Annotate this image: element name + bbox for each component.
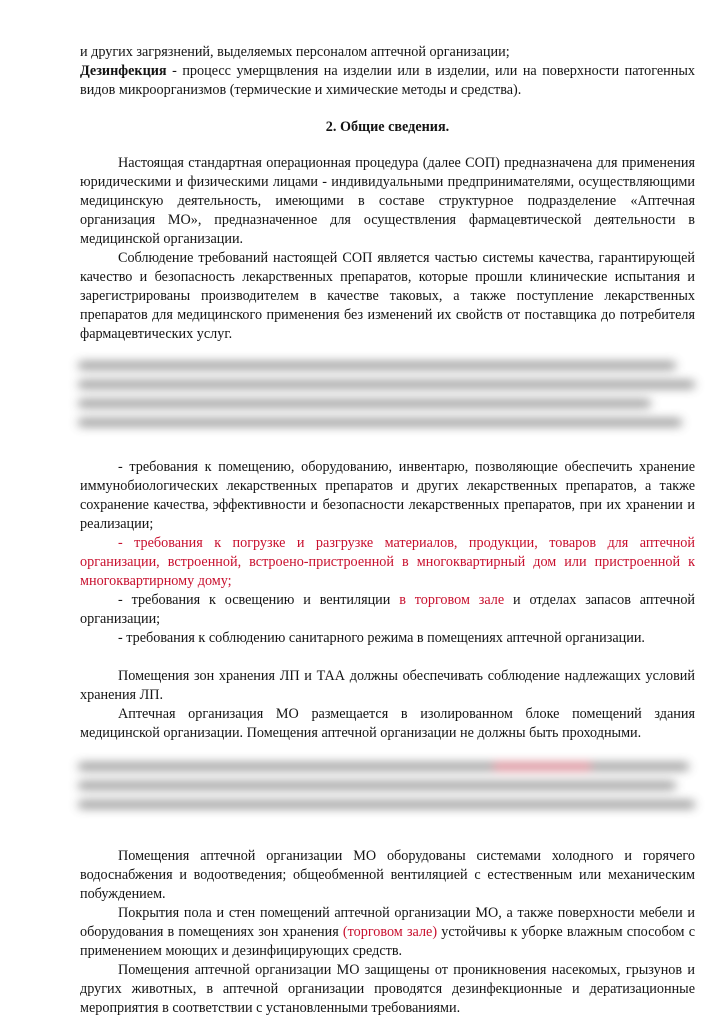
definition-term: Дезинфекция — [80, 63, 167, 79]
highlight-sales-hall-2: (торговом зале) — [342, 924, 438, 940]
paragraph-isolated-block: Аптечная организация МО размещается в изолированном блоке помещений здания медицинской организации. Помещения аптечной организации не должны быть проходными. — [80, 706, 695, 741]
definition-text: - процесс умерщвления на изделии или в изделии, или на поверхности патогенных видов микроорганизмов (термические и химические методы и средства). — [80, 63, 695, 98]
section-title: 2. Общие сведения. — [325, 119, 450, 135]
blurred-text-block — [78, 344, 701, 458]
paragraph-water-ventilation: Помещения аптечной организации МО оборудованы системами холодного и горячего водоснабжения и водоотведения; общеобменной вентиляцией с естественным или механическим побуждением. — [80, 848, 695, 902]
paragraph-pest-protection: Помещения аптечной организации МО защищены от проникновения насекомых, грызунов и других животных, в аптечной организации проводятся дезинфекционные и дератизационные мероприятия в соответствии с установленными требованиями. — [80, 962, 695, 1016]
requirement-item-equipment: - требования к помещению, оборудованию, инвентарю, позволяющие обеспечить хранение иммунобиологических лекарственных препаратов и других лекарственных препаратов, а также сохранение качества, эффективности и безопасности лекарственных препаратов, при их хранении и реализации; — [80, 459, 695, 532]
paragraph-surfaces: Покрытия пола и стен помещений аптечной организации МО, а также поверхности мебели и оборудования в помещениях зон хранения (торговом зале) устойчивы к уборке влажным способом с применением моющих и дезинфицирующих средств. — [80, 905, 695, 959]
paragraph-storage-zones: Помещения зон хранения ЛП и ТАА должны обеспечивать соблюдение надлежащих условий хранения ЛП. — [80, 668, 695, 703]
highlight-sales-hall: в торговом зале — [399, 592, 505, 608]
intro-line: и других загрязнений, выделяемых персоналом аптечной организации; — [80, 44, 510, 60]
requirement-item-sanitary: - требования к соблюдению санитарного режима в помещениях аптечной организации. — [118, 630, 645, 646]
document-page — [80, 43, 695, 1018]
requirement-item-lighting: - требования к освещению и вентиляции в торговом зале и отделах запасов аптечной организации; — [80, 592, 695, 627]
definition-disinfection — [80, 62, 695, 100]
paragraph-quality-system: Соблюдение требований настоящей СОП является частью системы качества, гарантирующей качество и безопасность лекарственных препаратов, которые прошли клинические испытания и зарегистрированы производителем в качестве таковых, а также поступление лекарственных препаратов для медицинского применения без изменений их свойств от поставщика до потребителя фармацевтических услуг. — [80, 250, 695, 342]
paragraph-purpose: Настоящая стандартная операционная процедура (далее СОП) предназначена для применения юридическими и физическими лицами - индивидуальными предпринимателями, осуществляющими медицинскую деятельность, имеющими в составе структурное подразделение «Аптечная организация МО», предназначенное для осуществления фармацевтической деятельности в медицинской организации. — [80, 155, 695, 247]
requirement-item-loading: - требования к погрузке и разгрузке материалов, продукции, товаров для аптечной организации, встроенной, встроено-пристроенной в многоквартирный дом или пристроенной к многоквартирному дому; — [80, 535, 695, 589]
blurred-text-block-2 — [78, 743, 701, 847]
